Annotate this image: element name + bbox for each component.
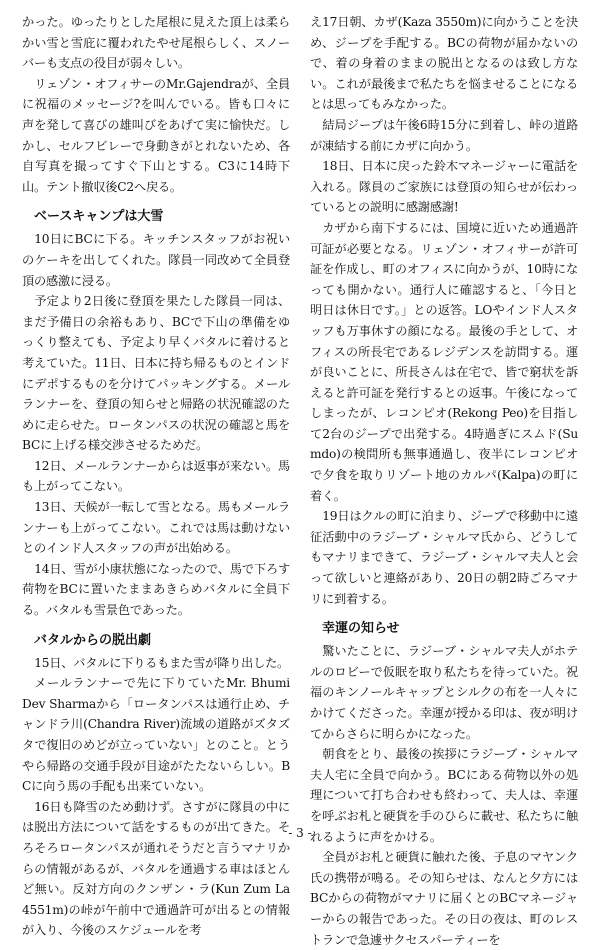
section-heading-basecamp-snow: ベースキャンプは大雪	[34, 209, 164, 225]
paragraph: 19日はクルの町に泊まり、ジープで移動中に遠征活動中のラジーブ・シャルマ氏から、どうしてもマナリまできて、ラジーブ・シャルマ夫人と会って欲しいと連絡があり、20日の朝2時ごろマナリに到着する。	[310, 509, 578, 606]
paragraph: カザから南下するには、国境に近いため通過許可証が必要となる。リェゾン・オフィサーが許可証を作成し、町のオフィスに向かうが、10時になっても開かない。通行人に確認すると、「今日と明日は休日です。」との返答。LOやインド人スタッフも万事休すの顔になる。最後の手として、オフィスの所長宅であるレジデンスを訪問する。運が良いことに、所長さんは在宅で、皆で窮状を訴えると許可証を発行するとの返事。午後になってしまったが、レコンピオ(Rekong Peo)を目指して2台のジープで出発する。4時過ぎにスムド(Sumdo)の検問所も無事通過し、夜半にレコンピオで夕食を取りリゾート地のカルパ(Kalpa)の町に着く。	[310, 220, 578, 503]
paragraph: 18日、日本に戻った鈴木マネージャーに電話を入れる。隊員のご家族には登頂の知らせが伝わっているとの説明に感謝感謝!	[310, 159, 578, 215]
paragraph: 驚いたことに、ラジーブ・シャルマ夫人がホテルのロビーで仮眠を取り私たちを待っていた。祝福のキンノールキャップとシルクの布を一人々にかけてくださった。幸運が授かる印は、夜が明けてからさらに明らかになった。	[310, 644, 578, 741]
paragraph-kaza-continued: え17日朝、カザ(Kaza 3550m)に向かうことを決め、ジープを手配する。BCの荷物が届かないので、着の身着のままの脱出となるのは致し方ない。これが最後まで私たちを悩ませることになるとは思ってもみなかった。	[310, 15, 578, 112]
paragraph: メールランナーで先に下りていたMr. Bhumi Dev Sharmaから「ロータンパスは通行止め、チャンドラ川(Chandra River)流域の道路がズタズタで復旧のめどが立っていない」とのこと。とうやら帰路の交通手段が目途がたたないらしい。BCに向う馬の手配も出来ていない。	[22, 676, 290, 794]
right-column	[310, 12, 578, 950]
paragraph: 12日、メールランナーからは返事が来ない。馬も上がってこない。	[22, 458, 290, 494]
paragraph: 14日、雪が小康状態になったので、馬で下ろす荷物をBCに置いたままあきらめバタルに全員下る。バタルも雪景色であった。	[22, 561, 290, 618]
paragraph: 朝食をとり、最後の挨拶にラジーブ・シャルマ夫人宅に全員で向かう。BCにある荷物以外の処理について打ち合わせも終わって、夫人は、幸運を呼ぶお札と硬貨を手のひらに載せ、私たちに触れるように声をかける。	[310, 747, 578, 844]
paragraph-liaison-officer: リェゾン・オフィサーのMr.Gajendraが、全員に祝福のメッセージ?を叫んでいる。皆も口々に声を発して喜びの雄叫びをあげて実に愉快だ。しかし、セルフビレーで身動きがとれないため、各自写真を撮ってすぐ下山とする。C3に14時下山。テント撤収後C2へ戻る。	[22, 76, 290, 194]
paragraph: 16日も降雪のため動けず。さすがに隊員の中には脱出方法について話をするものが出てきた。そろそろロータンパスが通れそうだと言うマナリからの情報があるが、バタルを通過する車はほとんど無い。反対方向のクンザン・ラ(Kun Zum La 4551m)の峠が午前中で通過許可が出るとの情報が入り、今後のスケジュールを考	[22, 799, 290, 938]
paragraph: 13日、天候が一転して雪となる。馬もメールランナーも上がってこない。これでは馬は動けないとのインド人スタッフの声が出始める。	[22, 500, 290, 556]
section-heading-good-fortune: 幸運の知らせ	[322, 621, 400, 637]
paragraph: 予定より2日後に登頂を果たした隊員一同は、まだ予備日の余裕もあり、BCで下山の準備をゆっくり整えても、予定より早くバタルに着けると考えていた。11日、日本に持ち帰るものとインドにデポするものを分けてパッキングする。メールランナーを、登頂の知らせと帰路の状況確認のために走らせた。ロータンパスの状況の確認と馬をBCに上げる様交渉させるためだ。	[22, 294, 290, 453]
section-heading-batal-escape: バタルからの脱出劇	[34, 632, 152, 648]
paragraph-summit-continued: かった。ゆったりとした尾根に見えた頂上は柔らかい雪と雪庇に覆われたやせ尾根らしく、スノーバーも支点の役目が弱々しい。	[22, 15, 290, 71]
paragraph: 15日、バタルに下りるもまた雪が降り出した。	[34, 655, 290, 670]
page-number: - 3 -	[288, 826, 312, 840]
paragraph: 10日にBCに下る。キッチンスタッフがお祝いのケーキを出してくれた。隊員一同改めて全員登頂の感激に浸る。	[22, 232, 290, 288]
paragraph: 全員がお札と硬貨に触れた後、子息のマヤンク氏の携帯が鳴る。その知らせは、なんと夕方にはBCからの荷物がマナリに届くとのBCマネージャーからの報告であった。その日の夜は、町のレストランで急遽サクセスパーティーを	[310, 850, 578, 947]
left-column	[22, 12, 290, 941]
paragraph: 結局ジープは午後6時15分に到着し、峠の道路が凍結する前にカザに向かう。	[310, 117, 578, 153]
